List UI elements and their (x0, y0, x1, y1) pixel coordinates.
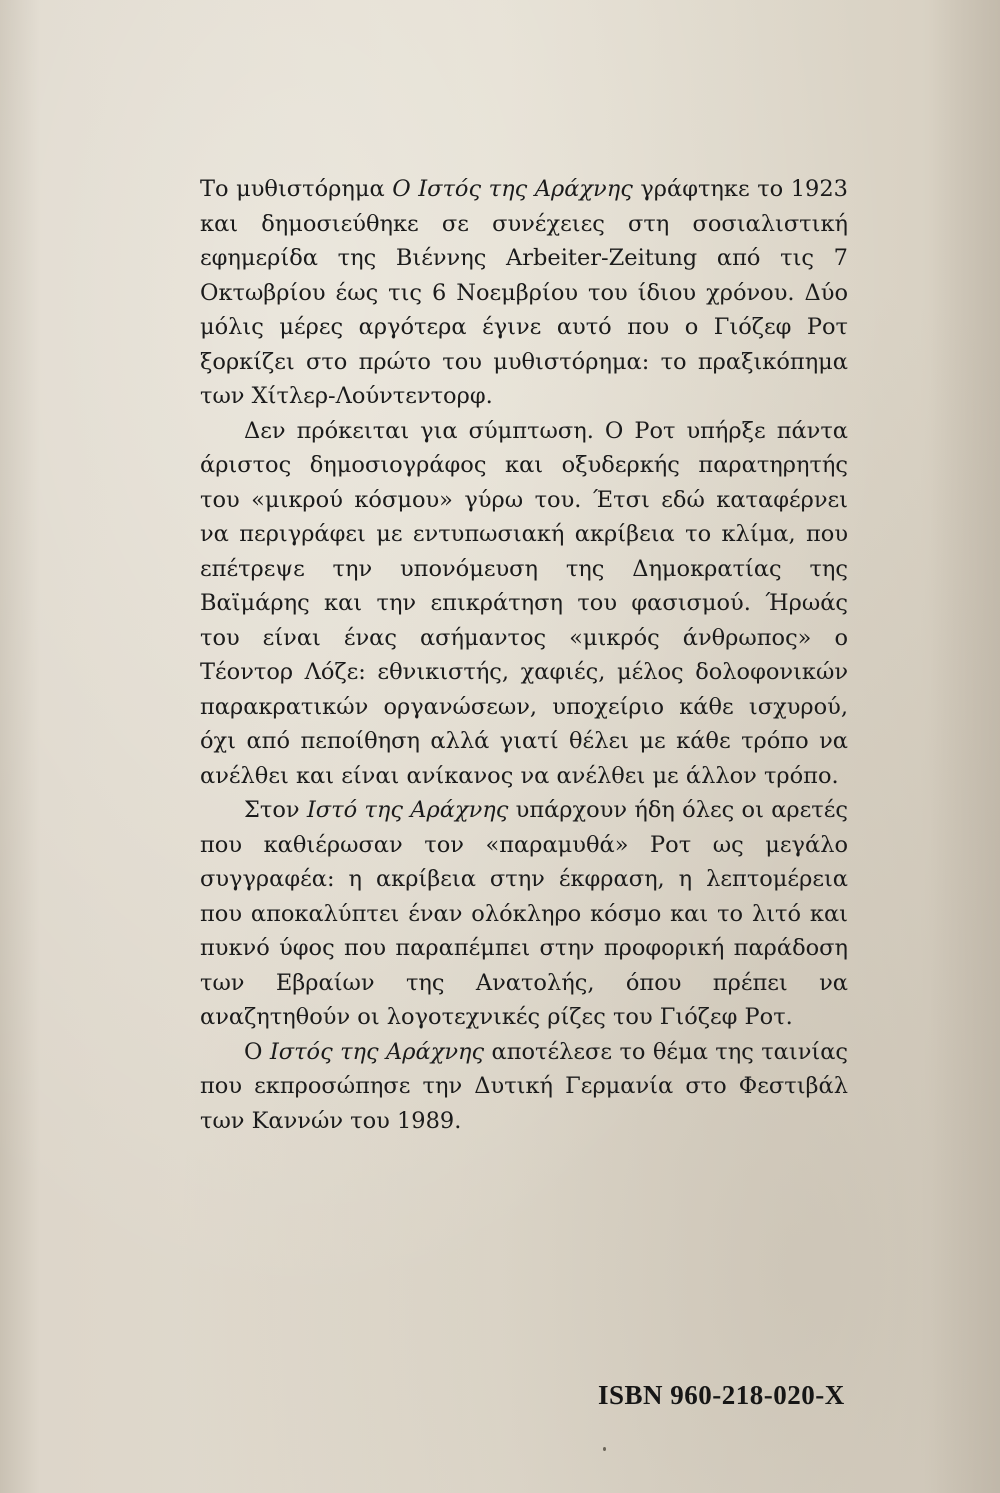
blurb-p4-text-a: Ο (244, 1038, 270, 1065)
book-title-italic: Ιστό της Αράχνης (306, 797, 509, 823)
blurb-paragraph-1 (200, 172, 848, 414)
blurb-p1-text-a: Το μυθιστόρημα (200, 176, 393, 202)
blurb-p1-text-b: γράφτηκε το 1923 και δημοσιεύθηκε σε συνέχειες στη σοσιαλιστική εφημερίδα της Βιέννης Arbeiter-Zeitung από τις 7 Οκτωβρίου έως τις 6 Νοεμβρίου του ίδιου χρόνου. Δύο μόλις μέρες αργότερα έγινε αυτό που ο Γιόζεφ Ροτ ξορκίζει στο πρώτο του μυθιστόρημα: το πραξικόπημα των Χίτλερ-Λούντεντορφ. (200, 176, 849, 409)
book-title-italic: Ο Ιστός της Αράχνης (392, 176, 633, 202)
blurb-paragraph-4 (200, 1035, 848, 1139)
blurb-p3-text-a: Στον (244, 797, 307, 823)
blurb-p4-text-b: αποτέλεσε το θέμα της ταινίας που εκπροσώπησε την Δυτική Γερμανία στο Φεστιβάλ των Καννών του 1989. (200, 1038, 848, 1134)
paper-speck (603, 1447, 606, 1451)
blurb-paragraph-2: Δεν πρόκειται για σύμπτωση. Ο Ροτ υπήρξε πάντα άριστος δημοσιογράφος και οξυδερκής παρατηρητής του «μικρού κόσμου» γύρω του. Έτσι εδώ καταφέρνει να περιγράφει με εντυπωσιακή ακρίβεια το κλίμα, που επέτρεψε την υπονόμευση της Δημοκρατίας της Βαϊμάρης και την επικράτηση του φασισμού. Ήρωάς του είναι ένας ασήμαντος «μικρός άνθρωπος» ο Τέοντορ Λόζε: εθνικιστής, χαφιές, μέλος δολοφονικών παρακρατικών οργανώσεων, υποχείριο κάθε ισχυρού, όχι από πεποίθηση αλλά γιατί θέλει με κάθε τρόπο να ανέλθει και είναι ανίκανος να ανέλθει με άλλον τρόπο. (200, 417, 848, 789)
blurb-paragraph-3 (200, 793, 848, 1035)
isbn-number: ISBN 960-218-020-X (598, 1380, 845, 1410)
book-blurb (200, 172, 848, 1138)
book-title-italic: Ιστός της Αράχνης (269, 1038, 485, 1065)
blurb-p3-text-b: υπάρχουν ήδη όλες οι αρετές που καθιέρωσαν τον «παραμυθά» Ροτ ως μεγάλο συγγραφέα: η ακρίβεια στην έκφραση, η λεπτομέρεια που αποκαλύπτει έναν ολόκληρο κόσμο και το λιτό και πυκνό ύφος που παραπέμπει στην προφορική παράδοση των Εβραίων της Ανατολής, όπου πρέπει να αναζητηθούν οι λογοτεχνικές ρίζες του Γιόζεφ Ροτ. (200, 797, 849, 1030)
